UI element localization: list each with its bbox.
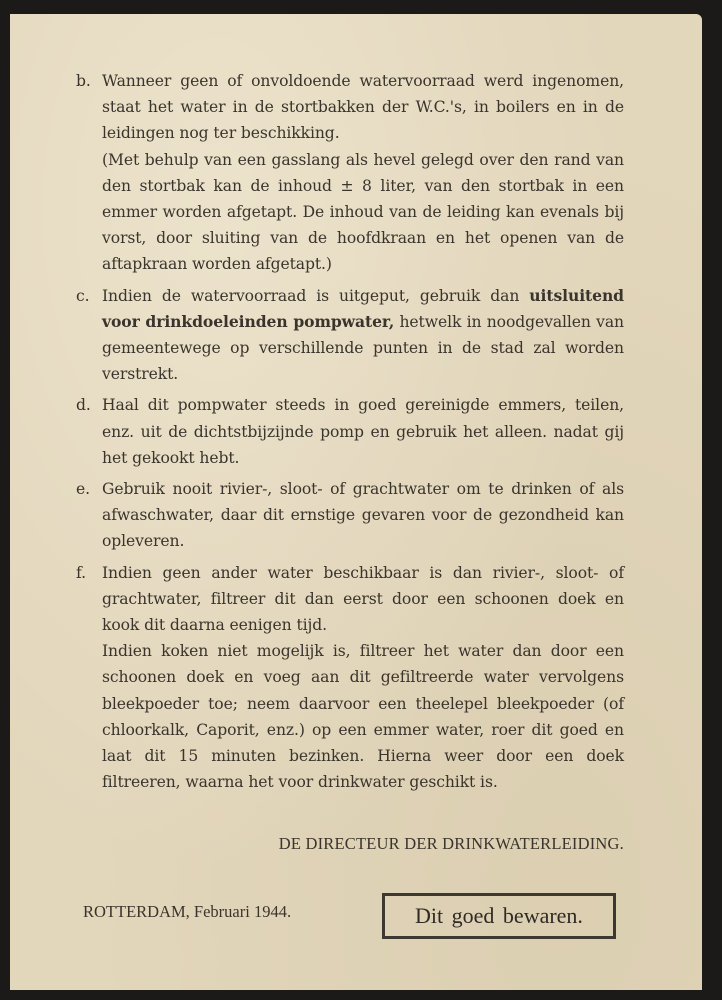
item-text: Wanneer geen of onvoldoende watervoorraad werd ingenomen, staat het water in de stortbakken der W.C.'s, in boilers en in de leidingen nog ter beschikking.	[102, 72, 624, 143]
item-d	[76, 392, 624, 471]
item-text-bold: uitsluitend voor drinkdoeleinden pompwater,	[102, 285, 624, 331]
item-text: Gebruik nooit rivier-, sloot- of grachtwater om te drinken of als afwaschwater, daar dit ernstige gevaren voor de gezondheid kan opleveren.	[102, 480, 624, 551]
item-text: (Met behulp van een gasslang als hevel gelegd over den rand van den stortbak kan de inhoud ± 8 liter, van den stortbak in een emmer worden afgetapt. De inhoud van de leiding kan evenals bij vorst, door sluiting van de hoofdkraan en het openen van de aftapkraan worden afgetapt.)	[102, 150, 624, 274]
item-c	[76, 283, 624, 388]
instructions-body	[76, 68, 624, 800]
item-text: Haal dit pompwater steeds in goed gereinigde emmers, teilen, enz. uit de dichtstbijzijnde pomp en gebruik het alleen. nadat gij het gekookt hebt.	[102, 396, 624, 467]
item-label: f.	[76, 563, 86, 582]
item-label: e.	[76, 480, 90, 499]
item-text-post: hetwelk in noodgevallen van gemeentewege op verschillende punten in de stad zal worden verstrekt.	[102, 312, 624, 384]
place-date: ROTTERDAM, Februari 1944.	[83, 902, 292, 921]
item-text: Indien geen ander water beschikbaar is dan rivier-, sloot- of grachtwater, filtreer dit dan eerst door een schoonen doek en kook dit daarna eenigen tijd.	[102, 563, 624, 635]
item-text-pre: Indien de watervoorraad is uitgeput, gebruik dan	[102, 286, 530, 305]
signature: DE DIRECTEUR DER DRINKWATERLEIDING.	[278, 834, 624, 853]
item-b	[76, 68, 624, 278]
item-label: b.	[76, 72, 91, 90]
item-f	[76, 560, 624, 796]
item-label: d.	[76, 396, 91, 415]
keep-notice-box	[382, 893, 616, 939]
item-label: c.	[76, 286, 90, 305]
item-e	[76, 476, 624, 555]
item-text	[102, 283, 624, 388]
keep-notice-text: Dit goed bewaren.	[415, 903, 583, 928]
item-text: Indien koken niet mogelijk is, filtreer het water dan door een schoonen doek en voeg aan dit gefiltreerde water vervolgens bleekpoeder toe; neem daarvoor een theelepel bleekpoeder (of chloorkalk, Caporit, enz.) op een emmer water, roer dit goed en laat dit 15 minuten bezinken. Hierna weer door een doek filtreeren, waarna het voor drinkwater geschikt is.	[102, 642, 624, 792]
